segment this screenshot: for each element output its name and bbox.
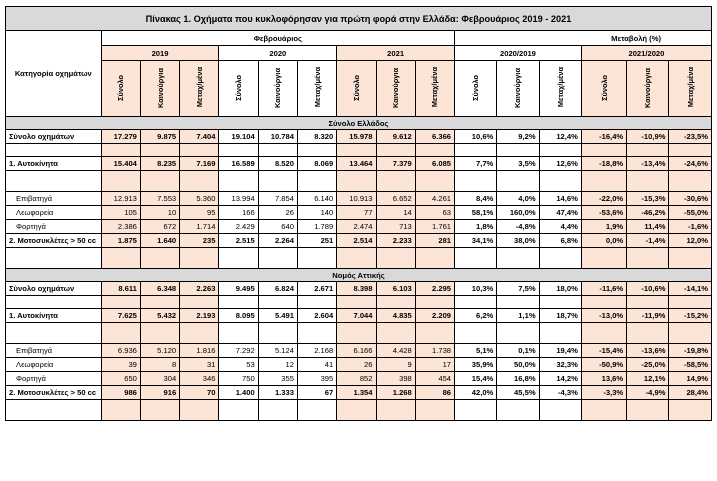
table-cell: 15.978	[337, 130, 376, 144]
table-cell: 304	[140, 372, 179, 386]
table-cell: 1.714	[180, 220, 219, 234]
section-header-row	[6, 269, 712, 282]
spacer-row	[6, 323, 712, 344]
table-cell: 8.069	[297, 157, 336, 171]
table-cell: 10,6%	[455, 130, 497, 144]
table-cell: 7.044	[337, 309, 376, 323]
table-cell: 18,0%	[539, 282, 581, 296]
table-cell: 26	[258, 206, 297, 220]
table-cell: 7.625	[101, 309, 140, 323]
table-cell: 86	[415, 386, 454, 400]
table-cell: 9.612	[376, 130, 415, 144]
table-cell: 5.360	[180, 192, 219, 206]
table-cell: -11,9%	[627, 309, 669, 323]
year-header: 2019	[101, 46, 219, 61]
table-cell: 6.103	[376, 282, 415, 296]
column-header-label: Μεταχ/μένα	[685, 67, 695, 108]
column-header-label: Μεταχ/μένα	[555, 67, 565, 108]
table-cell: 650	[101, 372, 140, 386]
table-cell: 251	[297, 234, 336, 248]
table-cell: 14	[376, 206, 415, 220]
table-cell: 12,4%	[539, 130, 581, 144]
table-cell: 852	[337, 372, 376, 386]
table-cell: 4,4%	[539, 220, 581, 234]
table-cell: -14,1%	[669, 282, 712, 296]
table-cell: 6.652	[376, 192, 415, 206]
table-cell: 355	[258, 372, 297, 386]
table-cell: 7.404	[180, 130, 219, 144]
table-cell: 16.589	[219, 157, 258, 171]
table-cell: 9,2%	[497, 130, 539, 144]
table-cell: 2.671	[297, 282, 336, 296]
table-cell: -10,9%	[627, 130, 669, 144]
table-cell: 9	[376, 358, 415, 372]
table-cell: 10	[140, 206, 179, 220]
table-cell: 6,2%	[455, 309, 497, 323]
table-cell: 13.994	[219, 192, 258, 206]
spacer-row	[6, 296, 712, 309]
column-header	[258, 61, 297, 117]
table-cell: 5.124	[258, 344, 297, 358]
table-cell: 1.761	[415, 220, 454, 234]
row-label: 1. Αυτοκίνητα	[6, 309, 102, 323]
row-label: 2. Μοτοσυκλέτες > 50 cc	[6, 234, 102, 248]
table-cell: 1.400	[219, 386, 258, 400]
change-group-header: Μεταβολή (%)	[455, 31, 712, 46]
table-cell: 713	[376, 220, 415, 234]
table-cell: 1.268	[376, 386, 415, 400]
column-header	[627, 61, 669, 117]
table-cell: 67	[297, 386, 336, 400]
table-row	[6, 309, 712, 323]
table-cell: 19,4%	[539, 344, 581, 358]
table-cell: 50,0%	[497, 358, 539, 372]
table-cell: 12,0%	[669, 234, 712, 248]
table-cell: 6.166	[337, 344, 376, 358]
table-row	[6, 130, 712, 144]
table-cell: -3,3%	[581, 386, 626, 400]
table-cell: 13,6%	[581, 372, 626, 386]
table-cell: -19,8%	[669, 344, 712, 358]
table-row	[6, 234, 712, 248]
table-cell: 12,6%	[539, 157, 581, 171]
table-cell: 1,1%	[497, 309, 539, 323]
column-header	[539, 61, 581, 117]
table-cell: 15.404	[101, 157, 140, 171]
table-cell: 0,1%	[497, 344, 539, 358]
table-cell: 1,8%	[455, 220, 497, 234]
table-cell: 14,2%	[539, 372, 581, 386]
table-row	[6, 386, 712, 400]
table-cell: 28,4%	[669, 386, 712, 400]
table-cell: 640	[258, 220, 297, 234]
spacer-row	[6, 400, 712, 421]
table-cell: 32,3%	[539, 358, 581, 372]
table-cell: 6.366	[415, 130, 454, 144]
table-cell: 0,0%	[581, 234, 626, 248]
table-cell: -46,2%	[627, 206, 669, 220]
table-cell: -50,9%	[581, 358, 626, 372]
table-cell: 19.104	[219, 130, 258, 144]
table-cell: 70	[180, 386, 219, 400]
table-cell: 986	[101, 386, 140, 400]
table-row	[6, 206, 712, 220]
year-header: 2020	[219, 46, 337, 61]
table-cell: 18,7%	[539, 309, 581, 323]
table-row	[6, 372, 712, 386]
table-cell: -30,6%	[669, 192, 712, 206]
table-cell: 1.354	[337, 386, 376, 400]
table-cell: 2.429	[219, 220, 258, 234]
spacer-row	[6, 144, 712, 157]
table-cell: -4,8%	[497, 220, 539, 234]
column-header-label: Καινούργια	[155, 67, 165, 108]
table-cell: 395	[297, 372, 336, 386]
table-cell: 4.428	[376, 344, 415, 358]
table-cell: 11,4%	[627, 220, 669, 234]
table-cell: 2.295	[415, 282, 454, 296]
column-header-label: Καινούργια	[273, 67, 283, 108]
table-cell: 16,8%	[497, 372, 539, 386]
table-cell: -16,4%	[581, 130, 626, 144]
table-cell: 1.738	[415, 344, 454, 358]
table-cell: 9.495	[219, 282, 258, 296]
table-cell: 1.789	[297, 220, 336, 234]
column-header-label: Καινούργια	[513, 67, 523, 108]
table-cell: -23,5%	[669, 130, 712, 144]
table-cell: 15,4%	[455, 372, 497, 386]
table-cell: 8.611	[101, 282, 140, 296]
table-cell: -15,4%	[581, 344, 626, 358]
table-cell: 2.264	[258, 234, 297, 248]
table-cell: 2.168	[297, 344, 336, 358]
table-cell: 750	[219, 372, 258, 386]
table-cell: 31	[180, 358, 219, 372]
table-cell: 398	[376, 372, 415, 386]
table-cell: 5.432	[140, 309, 179, 323]
row-label: Επιβατηγά	[6, 344, 102, 358]
table-cell: 1.816	[180, 344, 219, 358]
table-cell: 7.379	[376, 157, 415, 171]
table-cell: 9.875	[140, 130, 179, 144]
table-cell: 5.120	[140, 344, 179, 358]
table-cell: 8	[140, 358, 179, 372]
table-cell: -25,0%	[627, 358, 669, 372]
row-label: Φορτηγά	[6, 372, 102, 386]
table-cell: 10.784	[258, 130, 297, 144]
change-period-header: 2020/2019	[455, 46, 582, 61]
column-header-label: Μεταχ/μένα	[194, 67, 204, 108]
table-cell: 166	[219, 206, 258, 220]
table-cell: 77	[337, 206, 376, 220]
column-header-label: Σύνολο	[351, 74, 361, 101]
table-cell: 10,3%	[455, 282, 497, 296]
change-period-header: 2021/2020	[581, 46, 711, 61]
table-row	[6, 282, 712, 296]
table-cell: -1,4%	[627, 234, 669, 248]
section-title: Νομός Αττικής	[6, 269, 712, 282]
table-cell: 38,0%	[497, 234, 539, 248]
table-cell: 42,0%	[455, 386, 497, 400]
column-header-label: Σύνολο	[116, 74, 126, 101]
table-cell: 6.348	[140, 282, 179, 296]
column-header	[455, 61, 497, 117]
column-header-label: Σύνολο	[471, 74, 481, 101]
table-cell: -22,0%	[581, 192, 626, 206]
table-cell: 63	[415, 206, 454, 220]
table-cell: -4,9%	[627, 386, 669, 400]
column-header	[669, 61, 712, 117]
vehicles-table	[5, 6, 712, 421]
table-cell: 7,7%	[455, 157, 497, 171]
table-cell: 235	[180, 234, 219, 248]
table-cell: 454	[415, 372, 454, 386]
column-header	[497, 61, 539, 117]
table-cell: 3,5%	[497, 157, 539, 171]
year-header: 2021	[337, 46, 455, 61]
table-cell: 53	[219, 358, 258, 372]
row-label: Φορτηγά	[6, 220, 102, 234]
table-cell: -1,6%	[669, 220, 712, 234]
table-cell: 2.515	[219, 234, 258, 248]
table-cell: -53,6%	[581, 206, 626, 220]
row-label: Σύνολο οχημάτων	[6, 282, 102, 296]
table-cell: 916	[140, 386, 179, 400]
table-cell: 105	[101, 206, 140, 220]
table-cell: 13.464	[337, 157, 376, 171]
table-cell: 6,8%	[539, 234, 581, 248]
column-header	[219, 61, 258, 117]
table-row	[6, 157, 712, 171]
table-cell: 4.261	[415, 192, 454, 206]
table-cell: 41	[297, 358, 336, 372]
column-header	[376, 61, 415, 117]
table-cell: 8.520	[258, 157, 297, 171]
table-cell: 7.169	[180, 157, 219, 171]
table-cell: -13,6%	[627, 344, 669, 358]
column-header-label: Καινούργια	[643, 67, 653, 108]
table-cell: 2.233	[376, 234, 415, 248]
table-cell: 2.386	[101, 220, 140, 234]
table-cell: 281	[415, 234, 454, 248]
column-header	[297, 61, 336, 117]
column-header-label: Σύνολο	[599, 74, 609, 101]
table-cell: 1.640	[140, 234, 179, 248]
table-cell: 6.824	[258, 282, 297, 296]
table-row	[6, 192, 712, 206]
table-cell: -10,6%	[627, 282, 669, 296]
spacer-row	[6, 248, 712, 269]
column-header-label: Μεταχ/μένα	[430, 67, 440, 108]
column-header	[415, 61, 454, 117]
table-cell: -55,0%	[669, 206, 712, 220]
table-cell: 7.292	[219, 344, 258, 358]
table-cell: 7.854	[258, 192, 297, 206]
month-group-header: Φεβρουάριος	[101, 31, 454, 46]
table-cell: 35,9%	[455, 358, 497, 372]
table-cell: -18,8%	[581, 157, 626, 171]
table-cell: -4,3%	[539, 386, 581, 400]
table-cell: 12,1%	[627, 372, 669, 386]
column-header-label: Μεταχ/μένα	[312, 67, 322, 108]
section-header-row	[6, 117, 712, 130]
table-cell: 6.085	[415, 157, 454, 171]
row-label: Λεωφορεία	[6, 206, 102, 220]
table-row	[6, 220, 712, 234]
column-header	[581, 61, 626, 117]
table-cell: 5,1%	[455, 344, 497, 358]
table-cell: 1,9%	[581, 220, 626, 234]
column-header	[101, 61, 140, 117]
table-cell: 4,0%	[497, 192, 539, 206]
column-header	[140, 61, 179, 117]
table-cell: 6.140	[297, 192, 336, 206]
row-label: 2. Μοτοσυκλέτες > 50 cc	[6, 386, 102, 400]
table-cell: 140	[297, 206, 336, 220]
table-title: Πίνακας 1. Οχήματα που κυκλοφόρησαν για πρώτη φορά στην Ελλάδα: Φεβρουάριος 2019 - 2021	[6, 7, 712, 31]
table-cell: -11,6%	[581, 282, 626, 296]
table-cell: 8.398	[337, 282, 376, 296]
table-cell: 160,0%	[497, 206, 539, 220]
row-label: Επιβατηγά	[6, 192, 102, 206]
table-cell: 8.320	[297, 130, 336, 144]
table-row	[6, 344, 712, 358]
table-cell: 2.193	[180, 309, 219, 323]
table-cell: 47,4%	[539, 206, 581, 220]
table-cell: -13,4%	[627, 157, 669, 171]
table-cell: 672	[140, 220, 179, 234]
table-cell: 34,1%	[455, 234, 497, 248]
table-cell: 4.835	[376, 309, 415, 323]
table-cell: 17	[415, 358, 454, 372]
table-cell: 2.514	[337, 234, 376, 248]
column-header-label: Σύνολο	[234, 74, 244, 101]
table-cell: 6.936	[101, 344, 140, 358]
table-cell: 8,4%	[455, 192, 497, 206]
table-cell: -58,5%	[669, 358, 712, 372]
table-cell: 1.875	[101, 234, 140, 248]
table-cell: 17.279	[101, 130, 140, 144]
table-cell: 12.913	[101, 192, 140, 206]
table-cell: -15,3%	[627, 192, 669, 206]
column-header	[337, 61, 376, 117]
category-header: Κατηγορία οχημάτων	[6, 31, 102, 117]
table-cell: -15,2%	[669, 309, 712, 323]
table-cell: 8.235	[140, 157, 179, 171]
column-header	[180, 61, 219, 117]
table-cell: 8.095	[219, 309, 258, 323]
table-cell: 5.491	[258, 309, 297, 323]
table-cell: 58,1%	[455, 206, 497, 220]
table-cell: 14,9%	[669, 372, 712, 386]
table-cell: -13,0%	[581, 309, 626, 323]
table-cell: 1.333	[258, 386, 297, 400]
table-cell: 7.553	[140, 192, 179, 206]
row-label: 1. Αυτοκίνητα	[6, 157, 102, 171]
table-row	[6, 358, 712, 372]
column-header-label: Καινούργια	[391, 67, 401, 108]
table-cell: 39	[101, 358, 140, 372]
table-cell: 7,5%	[497, 282, 539, 296]
table-cell: 12	[258, 358, 297, 372]
table-cell: 2.474	[337, 220, 376, 234]
table-cell: 346	[180, 372, 219, 386]
table-cell: 2.604	[297, 309, 336, 323]
table-cell: -24,6%	[669, 157, 712, 171]
spacer-row	[6, 171, 712, 192]
row-label: Σύνολο οχημάτων	[6, 130, 102, 144]
table-cell: 95	[180, 206, 219, 220]
table-cell: 2.263	[180, 282, 219, 296]
table-cell: 45,5%	[497, 386, 539, 400]
table-cell: 2.209	[415, 309, 454, 323]
table-cell: 14,6%	[539, 192, 581, 206]
section-title: Σύνολο Ελλάδος	[6, 117, 712, 130]
row-label: Λεωφορεία	[6, 358, 102, 372]
table-cell: 26	[337, 358, 376, 372]
table-cell: 10.913	[337, 192, 376, 206]
